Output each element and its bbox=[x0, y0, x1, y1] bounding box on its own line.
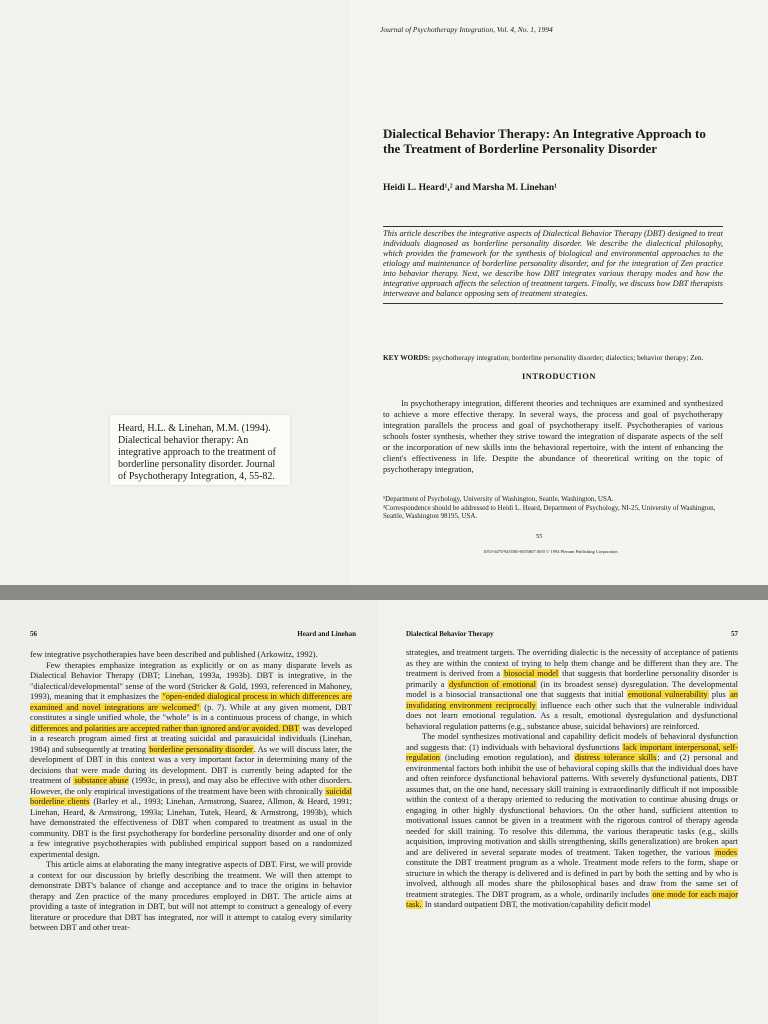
page-56-body bbox=[30, 650, 352, 934]
highlight: suicidal borderline clients bbox=[30, 786, 352, 806]
highlight: one mode for each major task. bbox=[406, 889, 739, 909]
highlight: "open-ended dialogical process in which differences are examined and novel integrations are welcomed" bbox=[30, 692, 352, 712]
paragraph: This article aims at elaborating the many integrative aspects of DBT. First, we will provide a context for our discussion by briefly describing the treatment. We will then attempt to demonstrate DBT's balance of change and acceptance and to trace the origins in behavior therapy and Zen practice of the many procedures employed in DBT. The article aims at providing a taste of integration in DBT, but will not attempt to construct a genealogy of every literature or procedure that DBT has integrated, nor will it attempt to catalog every similarity between DBT and other treat- bbox=[30, 860, 352, 932]
highlight: dysfunction of emotional bbox=[448, 679, 536, 689]
intro-paragraph: In psychotherapy integration, different theories and techniques are examined and synthesized to achieve a more effective therapy. In several ways, the process and goal of psychotherapy integration parallels the process and goal of psychotherapy itself. Psychotherapies of various schools foster synthesis, whether they strive toward the integration of disparate aspects of the self or the incorporation of new skills into the behavioral repertoire, with the intent of enhancing the client's effectiveness in life. Despite the abundance of theoretical writing on the topic of psychotherapy integration, bbox=[383, 398, 723, 474]
abstract: This article describes the integrative aspects of Dialectical Behavior Therapy (DBT) designed to treat individuals diagnosed as borderline personality disorder. We describe the dialectical philosophy, which provides the framework for the synthesis of biological and environmental approaches to the etiology and maintenance of borderline personality disorder, and for the integration of Zen practice into behavior therapy. Next, we describe how DBT integrates various therapy modes and how the integrative approach affects the selection of treatment targets. Finally, we discuss how DBT therapists interweave and balance opposing sets of treatment strategies. bbox=[383, 226, 723, 304]
page-57-body bbox=[406, 648, 738, 911]
keywords bbox=[383, 353, 723, 362]
page-number: 55 bbox=[536, 533, 543, 540]
page-56 bbox=[0, 600, 378, 1024]
section-heading-introduction: INTRODUCTION bbox=[521, 371, 596, 381]
footnote-1: ¹Department of Psychology, University of Washington, Seattle, Washington, USA. bbox=[383, 495, 614, 503]
article-authors: Heidi L. Heard¹,² and Marsha M. Linehan¹ bbox=[383, 183, 558, 193]
footnote-2: ²Correspondence should be addressed to Heidi L. Heard, Department of Psychology, NI-25, University of Washington, Seattle, Washington 98195, USA. bbox=[383, 503, 716, 520]
article-title: Dialectical Behavior Therapy: An Integrative Approach to the Treatment of Borderline Personality Disorder bbox=[383, 126, 706, 156]
highlight: biosocial model bbox=[504, 669, 559, 678]
page-number: 57 bbox=[731, 630, 738, 638]
paragraph: few integrative psychotherapies have been described and published (Arkowitz, 1992). bbox=[30, 650, 318, 659]
paragraph: strategies, and treatment targets. The overriding dialectic is the necessity of acceptance of patients as they are within the context of trying to help them change and be different than they are. The treatment is derived from a biosocial model that suggests that borderline personality disorder is primarily a dysfunction of emotional (in its broadest sense) dysregulation. The developmental model is a biosocial transactional one that suggests that initial emotional vulnerability plus an invalidating environment reciprocally influence each other such that the vulnerable individual does not learn emotional regulation. As a result, emotional dysregulation and dysfunctional behavioral regulation patterns (e.g., substance abuse, suicidal behaviors) are reinforced. bbox=[406, 648, 739, 731]
running-head: Heard and Linehan bbox=[297, 630, 356, 638]
keywords-label: KEY WORDS: bbox=[383, 353, 431, 362]
paragraph: The model synthesizes motivational and capability deficit models of behavioral dysfunction and suggests that: (1) individuals with behavioral dysfunctions lack important interpersonal, self-regulation (including emotion regulation), and distress tolerance skills; and (2) personal and environmental factors both inhibit the use of behavioral coping skills that the individual does have and often reinforce dysfunctional behavioral patterns. With severely dysfunctional patients, DBT assumes that, on the one hand, necessary skill training is extraordinarily difficult if not impossible within the context of a therapy oriented to reducing the motivation to continue abusing drugs or engaging in other highly dysfunctional behaviors. On the other hand, sufficient attention to motivational issues cannot be given in a treatment with the rigorous control of therapy agenda needed for skill training. To resolve this dilemma, the various therapeutic tasks (e.g., skills acquisition, improving motivation and skills strengthening, skills generalization) are broken apart and are delivered in several separate modes of treatment. Taken together, the various modes constitute the DBT treatment program as a whole. Treatment mode refers to the form, shape or structure in which the therapy is delivered and is defined in part by both the setting and by who is involved, although all modes share the philosophical bases and draw from the same set of treatment strategies. The DBT program, as a whole, ordinarily includes one mode for each major task. In standard outpatient DBT, the motivation/capability deficit model bbox=[406, 732, 739, 909]
journal-header: Journal of Psychotherapy Integration, Vol. 4, No. 1, 1994 bbox=[380, 25, 553, 34]
highlight: borderline personality disorder bbox=[149, 744, 253, 754]
page-left-blank bbox=[0, 0, 350, 585]
page-57 bbox=[378, 600, 768, 1024]
footnotes bbox=[383, 495, 723, 521]
paragraph: Few therapies emphasize integration as explicitly or on as many disparate levels as Dialectical Behavior Therapy (DBT; Linehan, 1993a, 1993b). DBT is integrative, in the "dialectical/developmental" sense of the word (Stricker & Gold, 1993, referenced in Mahoney, 1993), meaning that it emphasizes the "open-ended dialogical process in which differences are examined and novel integrations are welcomed" (p. 7). While at any given moment, DBT constitutes a single unified whole, the "whole" is in a continuous process of change, in which differences and polarities are accepted rather than ignored and/or avoided. DBT was developed in a research program aimed first at treating suicidal and parasuicidal individuals (Linehan, 1984) and subsequently at treating borderline personality disorder. As we will discuss later, the development of DBT in this context was a very important factor in determining many of the decisions that were made during its development. DBT is currently being adapted for the treatment of substance abuse (1993c, in press), and may also be effective with other disorders. However, the only empirical investigations of the treatment have been with chronically suicidal borderline clients (Barley et al., 1993; Linehan, Armstrong, Suarez, Allmon, & Heard, 1991; Linehan, Heard, & Armstrong, 1993a; Linehan, Tutek, Heard, & Armstrong, 1993b), which have demonstrated the effectiveness of DBT when compared to treatment as usual in the community. DBT is the first psychotherapy for borderline personality disorder and one of only a few integrative psychotherapies with published empirical support based on a randomized experimental design. bbox=[30, 660, 353, 859]
issn-line: 1053-0479/94/0300-0055$07.00/0 © 1994 Plenum Publishing Corporation bbox=[483, 549, 618, 554]
highlight: emotional vulnerability bbox=[628, 690, 708, 699]
highlight: an invalidating environment reciprocally bbox=[406, 690, 738, 710]
highlight: distress tolerance skills bbox=[574, 753, 657, 762]
page-number: 56 bbox=[30, 630, 37, 638]
page-55 bbox=[350, 0, 768, 585]
citation-note: Heard, H.L. & Linehan, M.M. (1994). Dialectical behavior therapy: An integrative approach to the treatment of borderline personality disorder. Journal of Psychotherapy Integration, 4, 55-82. bbox=[110, 415, 290, 485]
highlight: lack important interpersonal, self-regulation bbox=[406, 742, 738, 762]
highlight: modes bbox=[715, 847, 737, 857]
highlight: substance abuse bbox=[74, 776, 129, 785]
highlight: differences and polarities are accepted rather than ignored and/or avoided. DBT bbox=[31, 723, 300, 733]
keywords-text: psychotherapy integration; borderline personality disorder; dialectics; behavior therapy; Zen. bbox=[432, 353, 704, 362]
running-head: Dialectical Behavior Therapy bbox=[406, 630, 494, 638]
